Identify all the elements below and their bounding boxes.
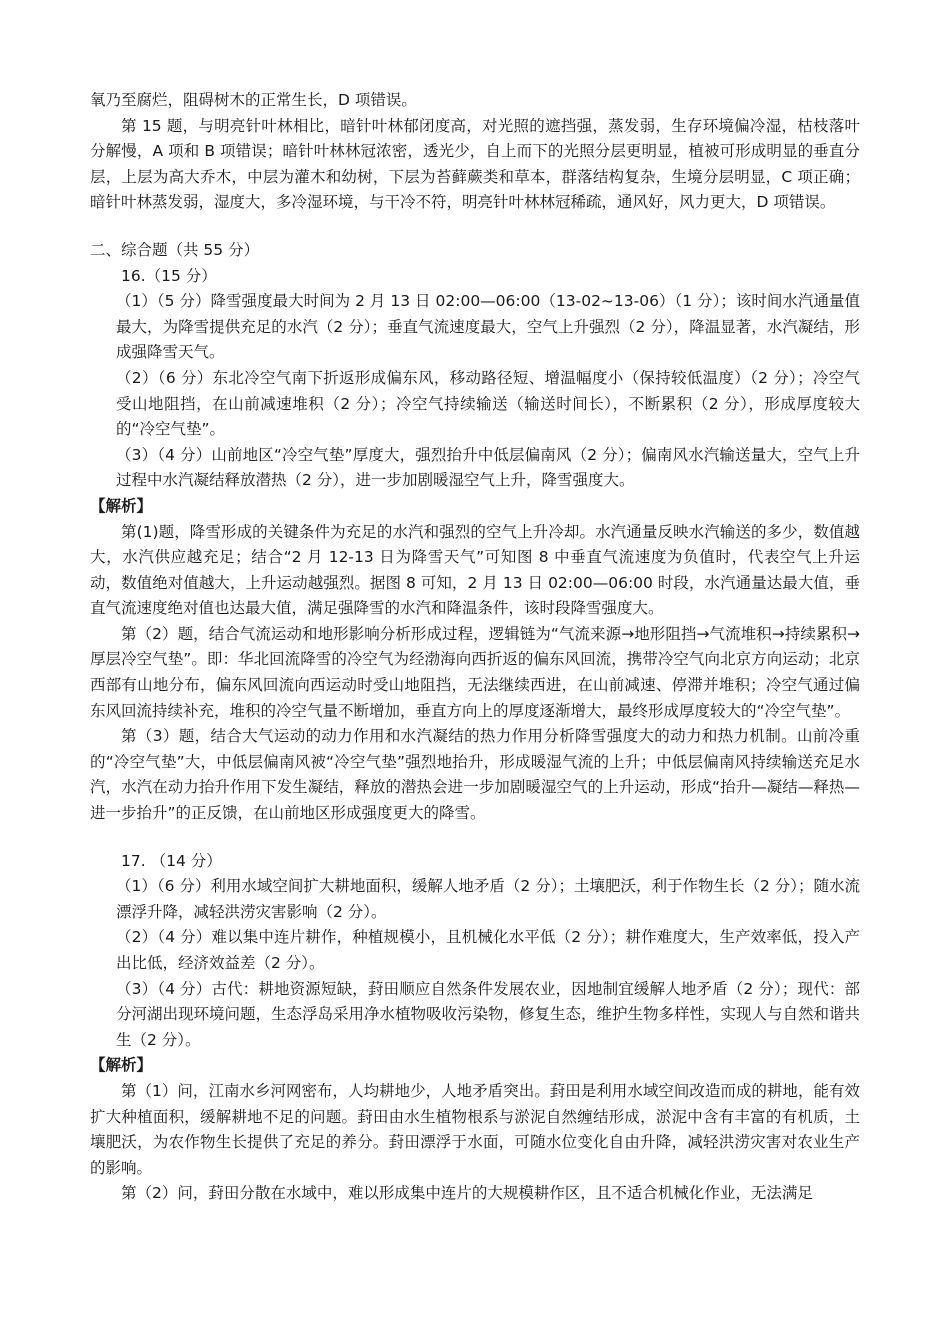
spacer bbox=[90, 827, 860, 849]
previous-question-tail: 氧乃至腐烂，阻碍树木的正常生长，D 项错误。 bbox=[90, 91, 417, 109]
question-17-analysis-label: 【解析】 bbox=[90, 1056, 153, 1075]
spacer bbox=[90, 216, 860, 238]
question-16-analysis-label: 【解析】 bbox=[90, 496, 153, 515]
question-15-explanation: 第 15 题，与明亮针叶林相比，暗针叶林郁闭度高，对光照的遮挡强，蒸发弱，生存环境偏冷湿，枯枝落叶分解慢，A 项和 B 项错误；暗针叶林林冠浓密，透光少，自上而下的光照分层更明显，植被可形成明显的垂直分层，上层为高大乔木，中层为灌木和幼树，下层为苔藓蕨类和草本，群落结构复杂，生境分层明显，C 项正确；暗针叶林蒸发弱，湿度大，多冷湿环境，与干冷不符，明亮针叶林林冠稀疏，通风好，风力更大，D 项错误。 bbox=[90, 116, 860, 212]
question-16-analysis-2: 第（2）题，结合气流运动和地形影响分析形成过程，逻辑链为“气流来源→地形阻挡→气流堆积→持续累积→厚层冷空气垫”。即：华北回流降雪的冷空气为经渤海向西折返的偏东风回流，携带冷空气向北京方向运动；北京西部有山地分布，偏东风回流向西运动时受山地阻挡，无法继续西进，在山前减速、停滞并堆积；冷空气通过偏东风回流持续补充，堆积的冷空气量不断增加，垂直方向上的厚度逐渐增大，最终形成厚度较大的“冷空气垫”。 bbox=[90, 624, 860, 720]
question-17-answer-2: （2）（4 分）难以集中连片耕作，种植规模小，且机械化水平低（2 分）；耕作难度大，生产效率低，投入产出比低，经济效益差（2 分）。 bbox=[116, 928, 860, 972]
question-16-answer-1: （1）（5 分）降雪强度最大时间为 2 月 13 日 02:00—06:00（13-02~13-06）（1 分）；该时间水汽通量值最大，为降雪提供充足的水汽（2 分）；垂直气流速度最大，空气上升强烈（2 分），降温显著，水汽凝结，形成强降雪天气。 bbox=[116, 292, 860, 362]
question-17-answer-3: （3）（4 分）古代：耕地资源短缺，葑田顺应自然条件发展农业，因地制宜缓解人地矛盾（2 分）；现代：部分河湖出现环境问题，生态浮岛采用净水植物吸收污染物，修复生态，维护生物多样性，实现人与自然和谐共生（2 分）。 bbox=[116, 979, 861, 1049]
question-17-analysis-2: 第（2）问，葑田分散在水域中，难以形成集中连片的大规模耕作区，且不适合机械化作业，无法满足 bbox=[121, 1184, 813, 1203]
question-17-answer-1: （1）（6 分）利用水域空间扩大耕地面积，缓解人地矛盾（2 分）；土壤肥沃，利于作物生长（2 分）；随水流漂浮升降，减轻洪涝灾害影响（2 分）。 bbox=[116, 877, 860, 921]
question-16-answer-3: （3）（4 分）山前地区“冷空气垫”厚度大，强烈抬升中低层偏南风（2 分）；偏南风水汽输送量大，空气上升过程中水汽凝结释放潜热（2 分），进一步加剧暖湿空气上升，降雪强度大。 bbox=[116, 445, 860, 490]
document-page bbox=[90, 88, 860, 1207]
question-16-answer-2: （2）（6 分）东北冷空气南下折返形成偏东风，移动路径短、增温幅度小（保持较低温度）（2 分）；冷空气受山地阻挡，在山前减速堆积（2 分）；冷空气持续输送（输送时间长），不断累积（2 分），形成厚度较大的“冷空气垫”。 bbox=[116, 368, 860, 439]
section-title: 二、综合题（共 55 分） bbox=[90, 240, 260, 259]
question-17-analysis-1: 第（1）问，江南水乡河网密布，人均耕地少，人地矛盾突出。葑田是利用水域空间改造而成的耕地，能有效扩大种植面积，缓解耕地不足的问题。葑田由水生植物根系与淤泥自然缠结形成，淤泥中含有丰富的有机质，土壤肥沃，为农作物生长提供了充足的养分。葑田漂浮于水面，可随水位变化自由升降，减轻洪涝灾害对农业生产的影响。 bbox=[90, 1081, 860, 1177]
question-16-header: 16.（15 分） bbox=[121, 266, 217, 285]
question-17-header: 17. （14 分） bbox=[121, 851, 222, 870]
question-16-analysis-3: 第（3）题，结合大气运动的动力作用和水汽凝结的热力作用分析降雪强度大的动力和热力机制。山前冷重的“冷空气垫”大，中低层偏南风被“冷空气垫”强烈地抬升，形成暖湿气流的上升；中低层偏南风持续输送充足水汽，水汽在动力抬升作用下发生凝结，释放的潜热会进一步加剧暖湿空气的上升运动，形成“抬升—凝结—释热—进一步抬升”的正反馈，在山前地区形成强度更大的降雪。 bbox=[90, 727, 860, 823]
question-16-analysis-1: 第(1)题，降雪形成的关键条件为充足的水汽和强烈的空气上升冷却。水汽通量反映水汽输送的多少，数值越大，水汽供应越充足；结合“2 月 12-13 日为降雪天气”可知图 8 中垂直气流速度为负值时，代表空气上升运动，数值绝对值越大，上升运动越强烈。据图 8 可知，2 月 13 日 02:00—06:00 时段，水汽通量达最大值，垂直气流速度绝对值也达最大值，满足强降雪的水汽和降温条件，该时段降雪强度大。 bbox=[90, 522, 860, 618]
